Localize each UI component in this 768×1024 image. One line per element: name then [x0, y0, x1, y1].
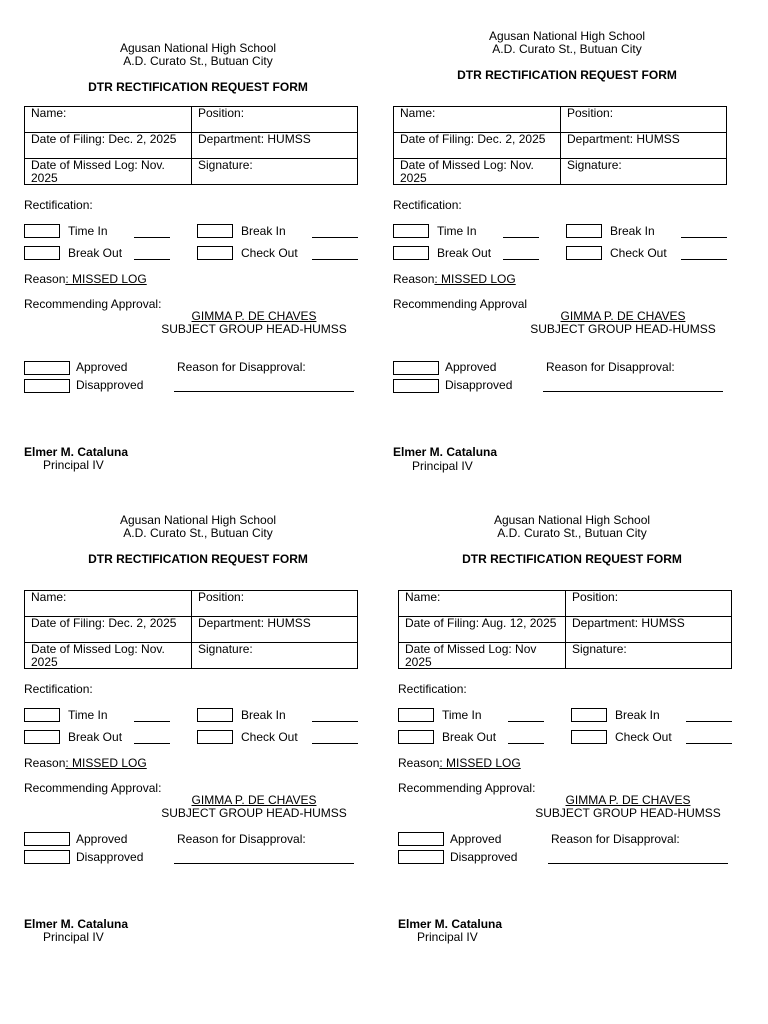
signature-label: Signature: [572, 642, 627, 656]
check-out-checkbox[interactable] [197, 730, 233, 744]
date-missed-cell [394, 159, 561, 185]
recommender-title: SUBJECT GROUP HEAD-HUMSS [161, 321, 347, 336]
department-cell [566, 617, 732, 643]
break-in-line[interactable] [686, 721, 732, 722]
break-in-line[interactable] [312, 237, 358, 238]
form-1 [24, 40, 364, 500]
position-cell[interactable] [566, 591, 732, 617]
check-out-checkbox[interactable] [571, 730, 607, 744]
school-address: A.D. Curato St., Butuan City [497, 525, 647, 540]
position-label: Position: [198, 106, 245, 120]
reason-value: : MISSED LOG [65, 272, 147, 286]
time-in-line[interactable] [508, 721, 544, 722]
date-missed-line2: 2025 [405, 654, 432, 669]
break-in-label: Break In [615, 708, 660, 722]
position-label: Position: [572, 590, 619, 604]
signature-cell[interactable] [192, 643, 358, 669]
date-missed-cell [25, 643, 192, 669]
disapproved-checkbox[interactable] [393, 379, 439, 393]
reason-prefix: Reason [398, 756, 440, 770]
check-out-label: Check Out [615, 730, 672, 744]
name-cell[interactable] [399, 591, 566, 617]
approved-checkbox[interactable] [24, 832, 70, 846]
disapproved-checkbox[interactable] [24, 850, 70, 864]
name-cell[interactable] [25, 107, 192, 133]
date-filing-cell [399, 617, 566, 643]
principal-name: Elmer M. Cataluna [398, 917, 503, 931]
principal-name: Elmer M. Cataluna [24, 917, 129, 931]
principal-title: Principal IV [43, 930, 104, 944]
school-header [393, 30, 741, 55]
school-header [398, 514, 746, 539]
reason-line [398, 756, 521, 770]
position-cell[interactable] [192, 107, 358, 133]
check-out-checkbox[interactable] [566, 246, 602, 260]
recommending-label: Recommending Approval: [24, 297, 162, 311]
recommender-title: SUBJECT GROUP HEAD-HUMSS [161, 805, 347, 820]
signature-label: Signature: [198, 642, 253, 656]
reason-line [393, 272, 516, 286]
info-table [398, 590, 732, 669]
recommender-name: GIMMA P. DE CHAVES [565, 793, 691, 807]
rectification-label: Rectification: [398, 682, 467, 696]
principal-title: Principal IV [417, 930, 478, 944]
disapproved-label: Disapproved [76, 850, 144, 864]
recommending-label: Recommending Approval [393, 297, 528, 311]
date-missed-cell [399, 643, 566, 669]
date-filing: Date of Filing: Aug. 12, 2025 [405, 616, 557, 630]
approved-label: Approved [450, 832, 502, 846]
form-title: DTR RECTIFICATION REQUEST FORM [88, 552, 308, 566]
disapproval-reason-line[interactable] [543, 391, 723, 392]
disapproved-label: Disapproved [450, 850, 518, 864]
position-label: Position: [198, 590, 245, 604]
position-cell[interactable] [192, 591, 358, 617]
break-out-line[interactable] [134, 743, 170, 744]
recommender-block [144, 310, 364, 335]
break-out-label: Break Out [437, 246, 492, 260]
check-out-line[interactable] [312, 743, 358, 744]
break-in-label: Break In [241, 708, 286, 722]
time-in-label: Time In [437, 224, 477, 238]
position-cell[interactable] [561, 107, 727, 133]
recommending-label: Recommending Approval: [24, 781, 162, 795]
principal-title: Principal IV [412, 459, 473, 473]
date-missed-line1: Date of Missed Log: Nov. [400, 158, 534, 172]
break-out-label: Break Out [68, 246, 123, 260]
recommending-label: Recommending Approval: [398, 781, 536, 795]
position-label: Position: [567, 106, 614, 120]
date-missed-line2: 2025 [31, 654, 58, 669]
principal-name: Elmer M. Cataluna [393, 445, 498, 459]
time-in-line[interactable] [503, 237, 539, 238]
name-label: Name: [405, 590, 441, 604]
break-in-label: Break In [241, 224, 286, 238]
school-address: A.D. Curato St., Butuan City [492, 41, 642, 56]
approved-checkbox[interactable] [24, 361, 70, 375]
form-title: DTR RECTIFICATION REQUEST FORM [462, 552, 682, 566]
time-in-checkbox[interactable] [393, 224, 429, 238]
break-out-line[interactable] [508, 743, 544, 744]
principal-title: Principal IV [43, 458, 104, 472]
break-out-checkbox[interactable] [393, 246, 429, 260]
approved-checkbox[interactable] [393, 361, 439, 375]
time-in-line[interactable] [134, 237, 170, 238]
school-header [24, 42, 372, 67]
school-name: Agusan National High School [119, 41, 277, 55]
department: Department: HUMSS [198, 616, 311, 630]
school-address: A.D. Curato St., Butuan City [123, 53, 273, 68]
time-in-checkbox[interactable] [24, 224, 60, 238]
reason-line [24, 756, 147, 770]
break-out-line[interactable] [503, 259, 539, 260]
break-in-checkbox[interactable] [197, 708, 233, 722]
reason-disapproval-label: Reason for Disapproval: [177, 832, 306, 846]
name-label: Name: [31, 106, 67, 120]
break-in-label: Break In [610, 224, 655, 238]
check-out-line[interactable] [686, 743, 732, 744]
date-filing: Date of Filing: Dec. 2, 2025 [31, 132, 177, 146]
disapproval-reason-line[interactable] [548, 863, 728, 864]
recommender-name: GIMMA P. DE CHAVES [191, 793, 317, 807]
break-in-checkbox[interactable] [566, 224, 602, 238]
time-in-line[interactable] [134, 721, 170, 722]
rectification-label: Rectification: [24, 198, 93, 212]
time-in-checkbox[interactable] [24, 708, 60, 722]
date-filing: Date of Filing: Dec. 2, 2025 [400, 132, 546, 146]
reason-disapproval-label: Reason for Disapproval: [177, 360, 306, 374]
disapproval-reason-line[interactable] [174, 863, 354, 864]
break-out-checkbox[interactable] [398, 730, 434, 744]
school-name: Agusan National High School [119, 513, 277, 527]
break-in-checkbox[interactable] [571, 708, 607, 722]
signature-label: Signature: [567, 158, 622, 172]
name-cell[interactable] [394, 107, 561, 133]
date-filing: Date of Filing: Dec. 2, 2025 [31, 616, 177, 630]
check-out-label: Check Out [610, 246, 667, 260]
break-out-line[interactable] [134, 259, 170, 260]
school-name: Agusan National High School [493, 513, 651, 527]
name-label: Name: [31, 590, 67, 604]
date-filing-cell [25, 133, 192, 159]
time-in-label: Time In [68, 708, 108, 722]
break-in-checkbox[interactable] [197, 224, 233, 238]
break-out-label: Break Out [442, 730, 497, 744]
school-address: A.D. Curato St., Butuan City [123, 525, 273, 540]
school-header [24, 514, 372, 539]
disapproved-label: Disapproved [445, 378, 513, 392]
break-in-line[interactable] [681, 237, 727, 238]
department: Department: HUMSS [198, 132, 311, 146]
form-3 [24, 512, 364, 972]
school-name: Agusan National High School [488, 29, 646, 43]
recommender-name: GIMMA P. DE CHAVES [191, 309, 317, 323]
form-4 [398, 512, 738, 972]
break-out-checkbox[interactable] [24, 730, 60, 744]
approved-label: Approved [445, 360, 497, 374]
break-out-checkbox[interactable] [24, 246, 60, 260]
department-cell [561, 133, 727, 159]
department: Department: HUMSS [567, 132, 680, 146]
approved-label: Approved [76, 832, 128, 846]
time-in-label: Time In [442, 708, 482, 722]
approved-checkbox[interactable] [398, 832, 444, 846]
info-table [24, 590, 358, 669]
date-missed-line1: Date of Missed Log: Nov [405, 642, 537, 656]
name-cell[interactable] [25, 591, 192, 617]
recommender-block [513, 310, 733, 335]
date-missed-line2: 2025 [400, 170, 427, 185]
signature-cell[interactable] [566, 643, 732, 669]
reason-prefix: Reason [24, 272, 66, 286]
date-missed-line1: Date of Missed Log: Nov. [31, 642, 165, 656]
reason-prefix: Reason [24, 756, 66, 770]
break-out-label: Break Out [68, 730, 123, 744]
recommender-title: SUBJECT GROUP HEAD-HUMSS [530, 321, 716, 336]
rectification-label: Rectification: [24, 682, 93, 696]
department-cell [192, 617, 358, 643]
info-table [24, 106, 358, 185]
name-label: Name: [400, 106, 436, 120]
date-filing-cell [25, 617, 192, 643]
date-missed-line1: Date of Missed Log: Nov. [31, 158, 165, 172]
form-title: DTR RECTIFICATION REQUEST FORM [457, 68, 677, 82]
disapproved-checkbox[interactable] [24, 379, 70, 393]
signature-cell[interactable] [192, 159, 358, 185]
date-missed-line2: 2025 [31, 170, 58, 185]
check-out-label: Check Out [241, 246, 298, 260]
rectification-label: Rectification: [393, 198, 462, 212]
disapproved-label: Disapproved [76, 378, 144, 392]
info-table [393, 106, 727, 185]
department-cell [192, 133, 358, 159]
reason-disapproval-label: Reason for Disapproval: [546, 360, 675, 374]
disapproved-checkbox[interactable] [398, 850, 444, 864]
check-out-checkbox[interactable] [197, 246, 233, 260]
date-missed-cell [25, 159, 192, 185]
date-filing-cell [394, 133, 561, 159]
reason-value: : MISSED LOG [434, 272, 516, 286]
principal-name: Elmer M. Cataluna [24, 445, 129, 459]
form-title: DTR RECTIFICATION REQUEST FORM [88, 80, 308, 94]
check-out-line[interactable] [312, 259, 358, 260]
signature-cell[interactable] [561, 159, 727, 185]
recommender-name: GIMMA P. DE CHAVES [560, 309, 686, 323]
department: Department: HUMSS [572, 616, 685, 630]
recommender-block [518, 794, 738, 819]
check-out-line[interactable] [681, 259, 727, 260]
check-out-label: Check Out [241, 730, 298, 744]
approved-label: Approved [76, 360, 128, 374]
reason-line [24, 272, 147, 286]
disapproval-reason-line[interactable] [174, 391, 354, 392]
signature-label: Signature: [198, 158, 253, 172]
recommender-block [144, 794, 364, 819]
break-in-line[interactable] [312, 721, 358, 722]
reason-value: : MISSED LOG [439, 756, 521, 770]
time-in-label: Time In [68, 224, 108, 238]
recommender-title: SUBJECT GROUP HEAD-HUMSS [535, 805, 721, 820]
time-in-checkbox[interactable] [398, 708, 434, 722]
reason-prefix: Reason [393, 272, 435, 286]
reason-disapproval-label: Reason for Disapproval: [551, 832, 680, 846]
reason-value: : MISSED LOG [65, 756, 147, 770]
form-2 [393, 28, 733, 488]
